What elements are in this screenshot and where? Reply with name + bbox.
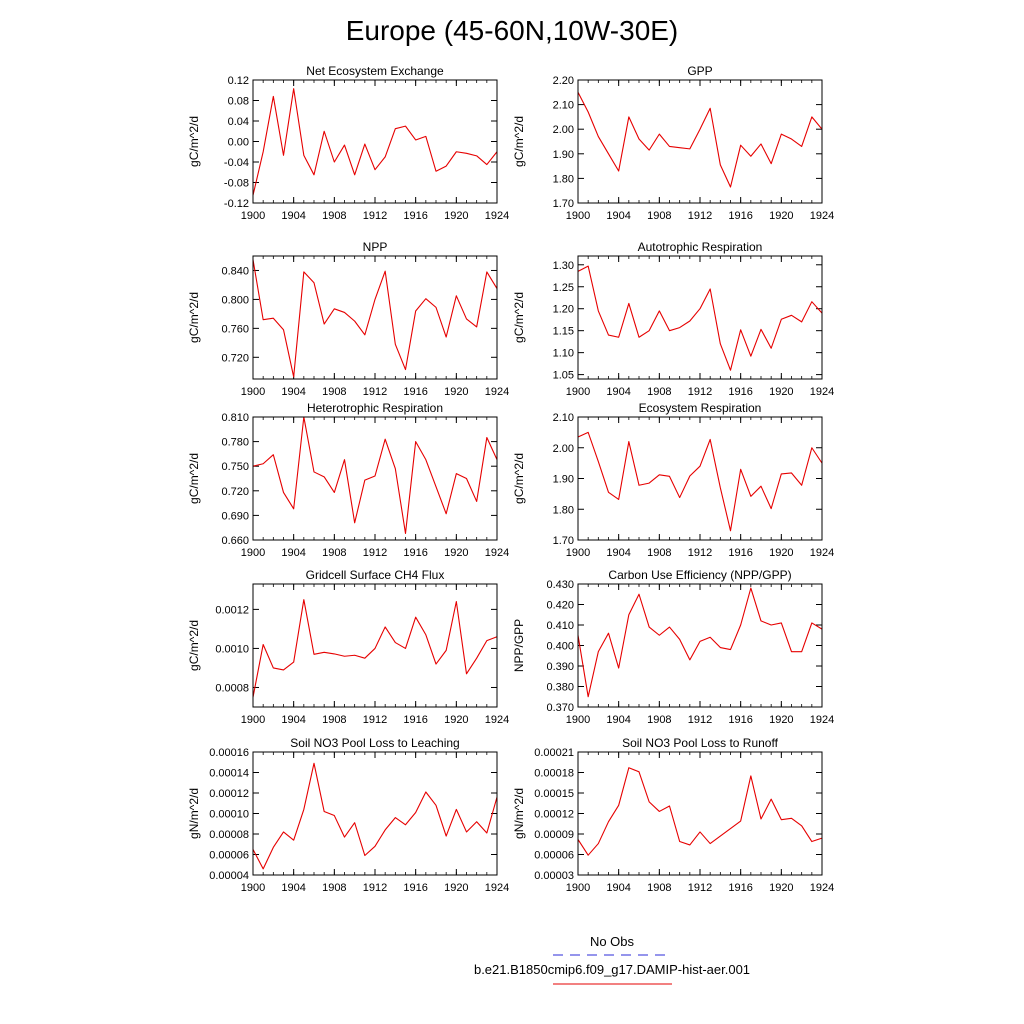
x-tick-label: 1916: [403, 210, 428, 222]
y-tick-label: 0.720: [221, 485, 249, 498]
y-axis-label: gC/m^2/d: [512, 292, 526, 343]
panel-net-ecosystem-exchange: [187, 64, 509, 222]
x-tick-label: 1900: [565, 714, 591, 726]
legend-label-model-run: b.e21.B1850cmip6.f09_g17.DAMIP-hist-aer.001: [473, 962, 751, 977]
series-line: [253, 89, 497, 196]
x-tick-label: 1900: [565, 882, 591, 894]
y-axis-label: gC/m^2/d: [187, 116, 201, 167]
panel-title: Soil NO3 Pool Loss to Runoff: [622, 736, 778, 750]
x-tick-label: 1924: [809, 714, 835, 726]
y-tick-label: 0.750: [221, 461, 249, 474]
y-tick-label: 1.30: [552, 259, 574, 272]
y-tick-label: 2.00: [552, 442, 574, 455]
y-tick-label: 0.0010: [215, 643, 249, 656]
y-tick-label: 0.00012: [209, 788, 249, 800]
y-tick-label: 0.430: [546, 579, 574, 591]
panel-title: Heterotrophic Respiration: [306, 401, 444, 415]
x-tick-label: 1904: [281, 386, 306, 398]
x-tick-label: 1912: [362, 714, 388, 726]
x-tick-label: 1920: [769, 882, 794, 894]
panel-title: GPP: [687, 64, 713, 78]
x-tick-label: 1920: [444, 714, 469, 726]
y-tick-label: 0.00018: [534, 767, 574, 780]
y-tick-label: 0.410: [546, 620, 574, 632]
series-line: [578, 588, 822, 697]
y-tick-label: 1.80: [552, 173, 574, 186]
x-tick-label: 1908: [647, 210, 672, 222]
y-tick-label: 0.720: [221, 352, 249, 365]
y-tick-label: 0.0012: [215, 604, 249, 617]
y-axis-label: gN/m^2/d: [512, 788, 526, 839]
x-tick-label: 1912: [687, 882, 713, 894]
y-axis-label: gC/m^2/d: [187, 453, 201, 504]
y-tick-label: 1.10: [552, 347, 574, 360]
panel-gridcell-surface-ch4-flux: [187, 568, 509, 726]
panel-title: Soil NO3 Pool Loss to Leaching: [290, 736, 460, 750]
y-tick-label: 1.70: [552, 198, 574, 210]
plot-frame: [253, 752, 497, 875]
legend: [474, 934, 750, 984]
x-tick-label: 1916: [728, 714, 753, 726]
panel-title: NPP: [362, 240, 388, 254]
y-tick-label: 0.390: [546, 661, 574, 673]
y-tick-label: 0.00006: [534, 849, 574, 862]
x-tick-label: 1920: [769, 210, 794, 222]
y-tick-label: 2.10: [552, 412, 574, 424]
x-tick-label: 1916: [403, 386, 428, 398]
y-tick-label: 0.00021: [534, 747, 574, 759]
x-tick-label: 1916: [728, 210, 753, 222]
y-tick-label: 0.04: [227, 116, 249, 128]
plot-frame: [578, 584, 822, 707]
y-tick-label: 1.15: [552, 325, 574, 338]
x-tick-label: 1920: [444, 386, 469, 398]
x-tick-label: 1916: [728, 386, 753, 398]
y-tick-label: 2.20: [552, 75, 574, 87]
y-tick-label: 0.780: [221, 436, 249, 449]
y-tick-label: -0.04: [223, 157, 249, 169]
x-tick-label: 1912: [362, 882, 388, 894]
y-tick-label: 1.20: [552, 303, 574, 316]
panel-npp: [187, 240, 509, 398]
x-tick-label: 1924: [484, 210, 510, 222]
series-line: [578, 432, 822, 530]
y-tick-label: 0.00009: [534, 829, 574, 841]
y-tick-label: 2.10: [552, 99, 574, 112]
series-line: [578, 266, 822, 370]
y-tick-label: 0.00006: [209, 849, 249, 862]
panel-autotrophic-respiration: [512, 240, 834, 398]
panel-title: Gridcell Surface CH4 Flux: [305, 568, 445, 582]
x-tick-label: 1904: [606, 547, 631, 559]
y-tick-label: 0.00010: [209, 808, 249, 821]
panel-soil-no3-pool-loss-to-runoff: [512, 736, 834, 894]
y-tick-label: 1.25: [552, 281, 574, 294]
plot-frame: [253, 584, 497, 707]
y-tick-label: 0.380: [546, 681, 574, 694]
y-tick-label: -0.08: [223, 177, 249, 190]
x-tick-label: 1920: [444, 210, 469, 222]
x-tick-label: 1904: [281, 714, 306, 726]
series-line: [253, 417, 497, 533]
x-tick-label: 1908: [322, 210, 347, 222]
panel-soil-no3-pool-loss-to-leaching: [187, 736, 509, 894]
y-tick-label: 0.810: [221, 412, 249, 424]
x-tick-label: 1908: [322, 386, 347, 398]
y-tick-label: 0.00014: [209, 767, 249, 780]
plot-frame: [578, 417, 822, 540]
x-tick-label: 1900: [240, 210, 266, 222]
x-tick-label: 1912: [687, 547, 713, 559]
y-tick-label: 0.400: [546, 640, 574, 653]
x-tick-label: 1908: [322, 714, 347, 726]
panel-title: Ecosystem Respiration: [638, 401, 762, 415]
panel-heterotrophic-respiration: [187, 401, 509, 559]
y-tick-label: 0.800: [221, 294, 249, 307]
panel-carbon-use-efficiency-npp-gpp: [512, 568, 834, 726]
y-tick-label: 1.05: [552, 369, 574, 382]
x-tick-label: 1916: [403, 714, 428, 726]
x-tick-label: 1916: [728, 882, 753, 894]
x-tick-label: 1904: [281, 882, 306, 894]
x-tick-label: 1908: [322, 882, 347, 894]
x-tick-label: 1916: [403, 547, 428, 559]
series-line: [253, 260, 497, 377]
y-axis-label: gC/m^2/d: [512, 453, 526, 504]
x-tick-label: 1912: [362, 210, 388, 222]
y-tick-label: 0.690: [221, 510, 249, 523]
y-tick-label: 1.80: [552, 504, 574, 517]
y-tick-label: 0.840: [221, 265, 249, 278]
y-tick-label: 0.00015: [534, 788, 574, 800]
y-tick-label: 0.420: [546, 599, 574, 612]
y-tick-label: 0.00008: [209, 829, 249, 841]
series-line: [253, 600, 497, 698]
plot-frame: [253, 80, 497, 203]
panel-grid: [187, 64, 834, 894]
x-tick-label: 1920: [444, 547, 469, 559]
x-tick-label: 1920: [769, 547, 794, 559]
x-tick-label: 1904: [606, 386, 631, 398]
x-tick-label: 1924: [809, 386, 835, 398]
plot-frame: [253, 417, 497, 540]
panel-title: Net Ecosystem Exchange: [306, 64, 444, 78]
x-tick-label: 1924: [484, 882, 510, 894]
x-tick-label: 1920: [769, 714, 794, 726]
x-tick-label: 1904: [606, 714, 631, 726]
y-tick-label: 0.00012: [534, 808, 574, 821]
x-tick-label: 1924: [484, 386, 510, 398]
y-tick-label: 0.00004: [209, 870, 249, 882]
panel-ecosystem-respiration: [512, 401, 834, 559]
y-tick-label: 2.00: [552, 124, 574, 137]
y-tick-label: 0.00: [227, 136, 249, 149]
panel-title: Carbon Use Efficiency (NPP/GPP): [608, 568, 792, 582]
x-tick-label: 1900: [240, 386, 266, 398]
panel-title: Autotrophic Respiration: [637, 240, 763, 254]
y-tick-label: 0.660: [221, 535, 249, 547]
x-tick-label: 1900: [565, 386, 591, 398]
x-tick-label: 1904: [606, 882, 631, 894]
plot-frame: [578, 80, 822, 203]
x-tick-label: 1900: [240, 882, 266, 894]
series-line: [578, 768, 822, 855]
panel-gpp: [512, 64, 834, 222]
x-tick-label: 1924: [484, 547, 510, 559]
y-tick-label: -0.12: [223, 198, 249, 210]
x-tick-label: 1908: [647, 547, 672, 559]
x-tick-label: 1908: [322, 547, 347, 559]
series-line: [578, 92, 822, 187]
y-axis-label: gC/m^2/d: [187, 292, 201, 343]
y-axis-label: gN/m^2/d: [187, 788, 201, 839]
x-tick-label: 1900: [240, 547, 266, 559]
legend-label-no-obs: No Obs: [589, 934, 635, 949]
x-tick-label: 1912: [687, 714, 713, 726]
x-tick-label: 1900: [565, 210, 591, 222]
x-tick-label: 1916: [403, 882, 428, 894]
y-tick-label: 1.70: [552, 535, 574, 547]
x-tick-label: 1900: [240, 714, 266, 726]
x-tick-label: 1908: [647, 386, 672, 398]
x-tick-label: 1904: [281, 547, 306, 559]
y-tick-label: 1.90: [552, 148, 574, 161]
y-tick-label: 0.0008: [215, 682, 249, 695]
y-tick-label: 0.08: [227, 95, 249, 108]
y-tick-label: 0.12: [227, 75, 249, 87]
x-tick-label: 1904: [281, 210, 306, 222]
series-line: [253, 763, 497, 869]
y-tick-label: 1.90: [552, 473, 574, 486]
x-tick-label: 1912: [687, 210, 713, 222]
x-tick-label: 1912: [362, 386, 388, 398]
y-axis-label: gC/m^2/d: [187, 620, 201, 671]
y-tick-label: 0.00003: [534, 870, 574, 882]
x-tick-label: 1912: [687, 386, 713, 398]
x-tick-label: 1900: [565, 547, 591, 559]
y-tick-label: 0.760: [221, 323, 249, 336]
figure-title: Europe (45-60N,10W-30E): [345, 15, 679, 46]
x-tick-label: 1904: [606, 210, 631, 222]
x-tick-label: 1924: [484, 714, 510, 726]
x-tick-label: 1920: [769, 386, 794, 398]
x-tick-label: 1924: [809, 210, 835, 222]
y-tick-label: 0.370: [546, 702, 574, 714]
x-tick-label: 1908: [647, 714, 672, 726]
plot-frame: [578, 752, 822, 875]
x-tick-label: 1924: [809, 547, 835, 559]
x-tick-label: 1908: [647, 882, 672, 894]
y-axis-label: gC/m^2/d: [512, 116, 526, 167]
y-axis-label: NPP/GPP: [512, 618, 526, 673]
y-tick-label: 0.00016: [209, 747, 249, 759]
x-tick-label: 1916: [728, 547, 753, 559]
x-tick-label: 1920: [444, 882, 469, 894]
x-tick-label: 1912: [362, 547, 388, 559]
x-tick-label: 1924: [809, 882, 835, 894]
